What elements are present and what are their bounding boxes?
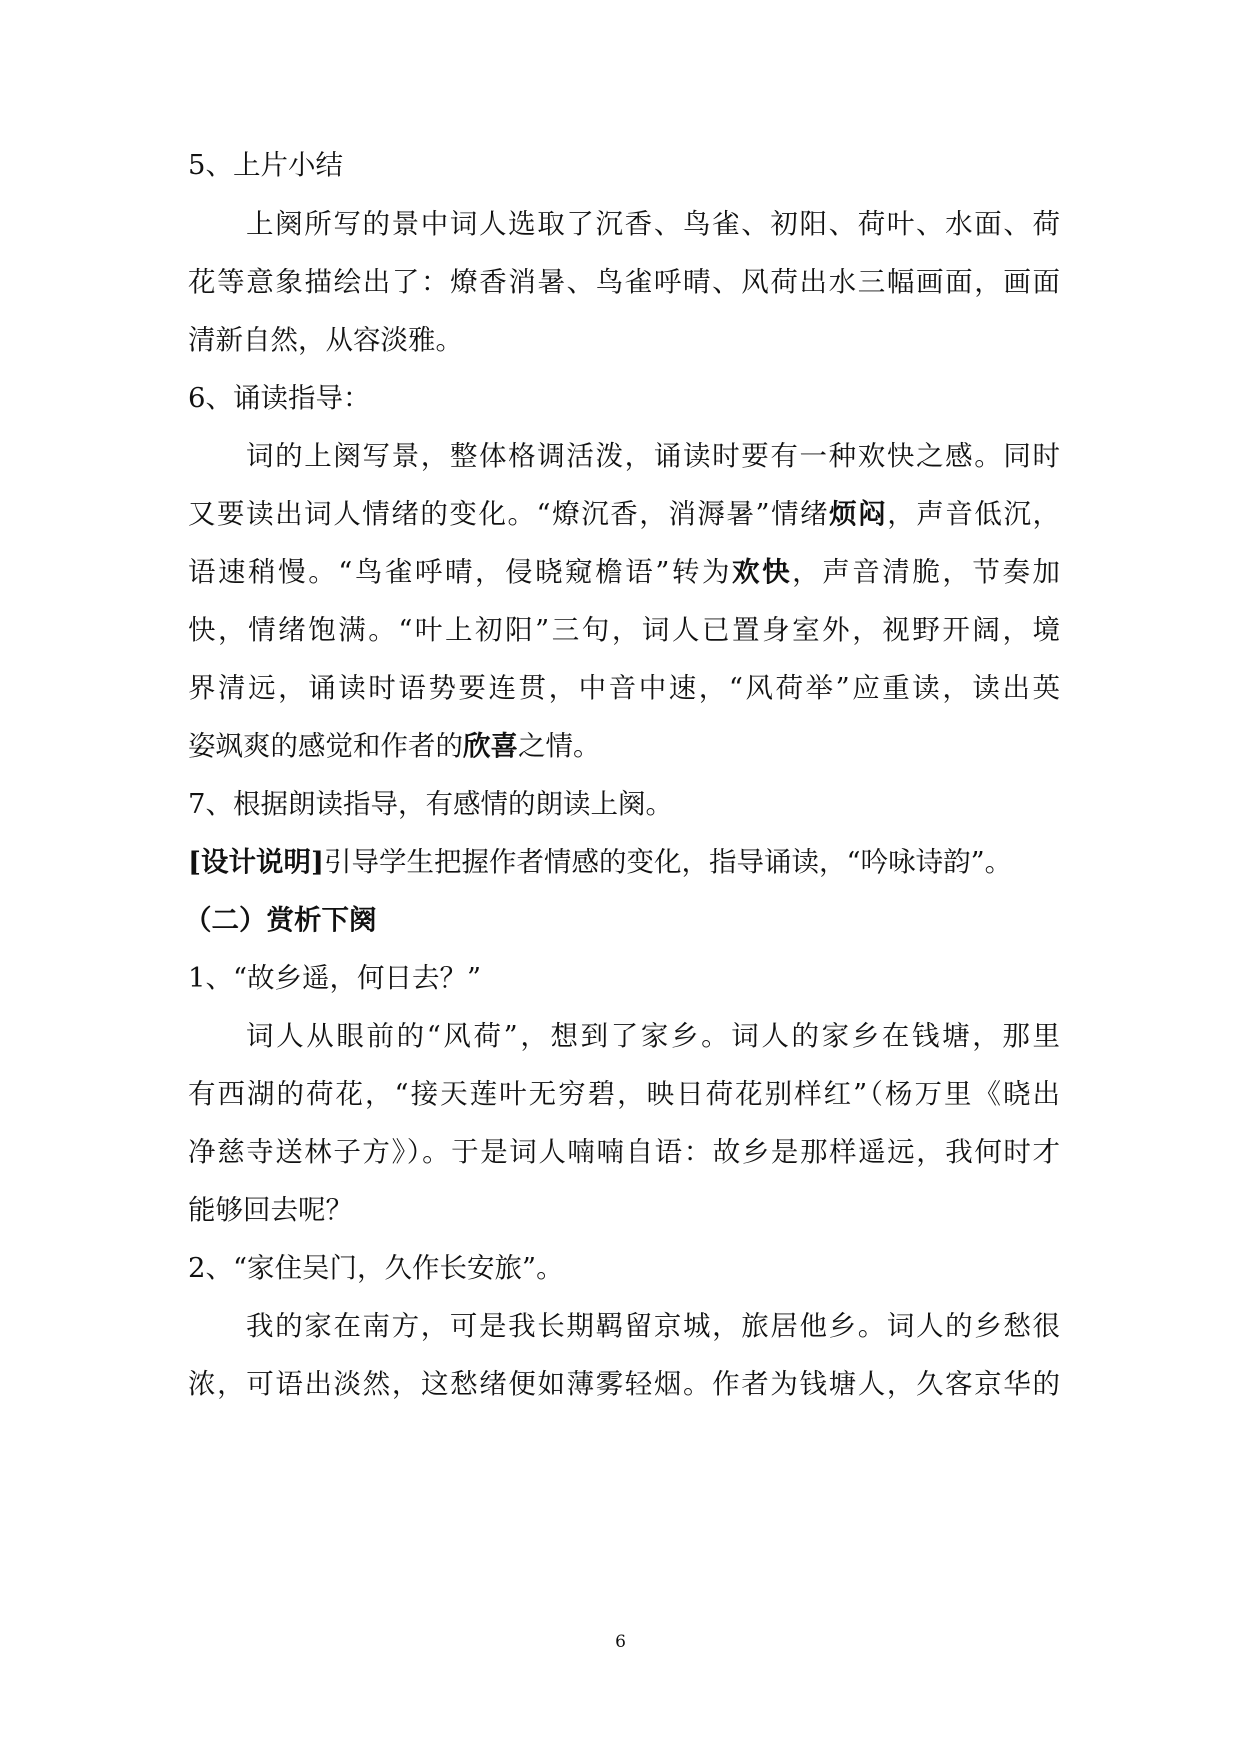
text-run: 语速稍慢。“鸟雀呼晴，侵晓窥檐语”转为 (188, 556, 733, 588)
bold-emotion-word: 欢快 (732, 556, 793, 588)
paragraph-line (188, 552, 1060, 592)
paragraph-line (188, 726, 1060, 766)
heading-item-2: 2、“家住吴门，久作长安旅”。 (188, 1252, 564, 1284)
bold-emotion-word: 烦闷 (829, 498, 888, 530)
page-number: 6 (615, 1632, 626, 1652)
design-note-label: [设计说明] (188, 846, 325, 878)
paragraph-line: 净慈寺送林子方》）。于是词人喃喃自语：故乡是那样遥远，我何时才 (188, 1136, 1060, 1168)
paragraph-line: 词的上阕写景，整体格调活泼，诵读时要有一种欢快之感。同时 (246, 440, 1060, 472)
design-note-text: 引导学生把握作者情感的变化，指导诵读，“吟咏诗韵”。 (324, 846, 1013, 878)
paragraph-line: 快，情绪饱满。“叶上初阳”三句，词人已置身室外，视野开阔，境 (188, 614, 1060, 646)
text-run: ，声音低沉， (887, 498, 1060, 530)
text-run: 之情。 (518, 730, 601, 762)
heading-item-7: 7、根据朗读指导，有感情的朗读上阕。 (188, 788, 673, 820)
paragraph-line: 我的家在南方，可是我长期羁留京城，旅居他乡。词人的乡愁很 (246, 1310, 1060, 1342)
heading-item-6: 6、诵读指导： (188, 382, 371, 414)
paragraph-line (188, 494, 1060, 534)
paragraph-line: 词人从眼前的“风荷”，想到了家乡。词人的家乡在钱塘，那里 (246, 1020, 1060, 1052)
text-run: 又要读出词人情绪的变化。“燎沉香，消溽暑”情绪 (188, 498, 830, 530)
section-heading: （二）赏析下阕 (184, 904, 377, 936)
bold-emotion-word: 欣喜 (463, 730, 518, 762)
paragraph-line: 浓，可语出淡然，这愁绪便如薄雾轻烟。作者为钱塘人，久客京华的 (188, 1368, 1060, 1400)
design-note (188, 842, 1060, 882)
heading-item-1: 1、“故乡遥，何日去？” (188, 962, 482, 994)
paragraph-line: 花等意象描绘出了：燎香消暑、鸟雀呼晴、风荷出水三幅画面，画面 (188, 266, 1060, 298)
heading-item-5: 5、上片小结 (188, 149, 343, 181)
paragraph-line: 清新自然，从容淡雅。 (188, 324, 463, 356)
paragraph-line: 界清远，诵读时语势要连贯，中音中速，“风荷举”应重读，读出英 (188, 672, 1060, 704)
paragraph-line: 上阕所写的景中词人选取了沉香、鸟雀、初阳、荷叶、水面、荷 (246, 208, 1060, 240)
text-run: 姿飒爽的感觉和作者的 (188, 730, 463, 762)
paragraph-line: 有西湖的荷花，“接天莲叶无穷碧，映日荷花别样红”（杨万里《晓出 (188, 1078, 1060, 1110)
text-run: ，声音清脆，节奏加 (792, 556, 1060, 588)
paragraph-line: 能够回去呢？ (188, 1194, 353, 1226)
